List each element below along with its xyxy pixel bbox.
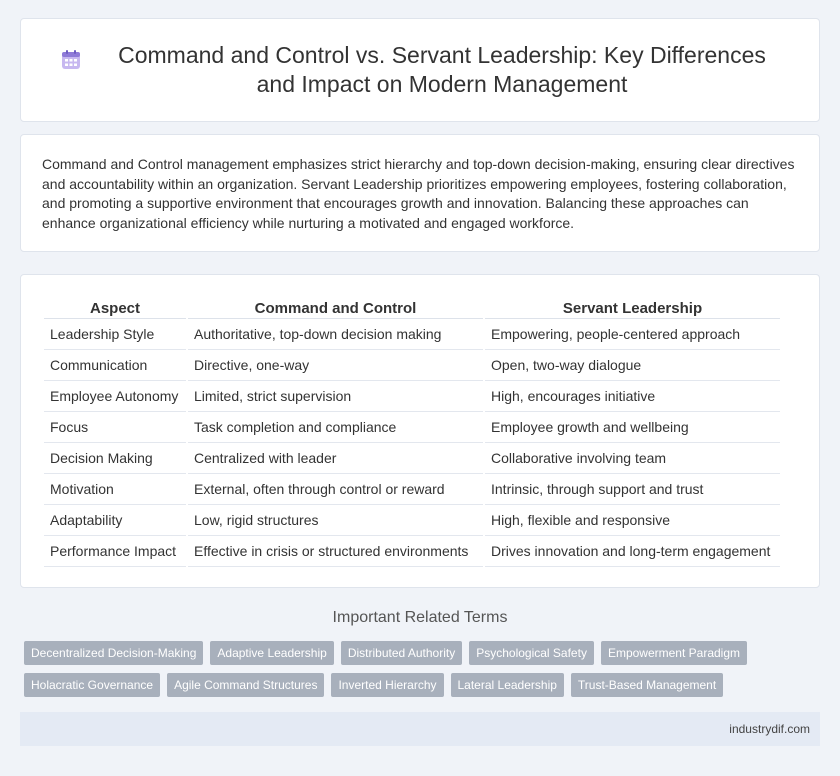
table-cell: Focus [44, 412, 186, 443]
table-cell: Collaborative involving team [485, 443, 780, 474]
table-cell: Authoritative, top-down decision making [188, 319, 483, 350]
footer [20, 712, 820, 746]
table-cell: Employee Autonomy [44, 381, 186, 412]
table-row [44, 412, 780, 443]
table-cell: Limited, strict supervision [188, 381, 483, 412]
page-title: Command and Control vs. Servant Leadership: Key Differences and Impact on Modern Management [118, 42, 766, 97]
table-cell: External, often through control or reward [188, 474, 483, 505]
table-cell: High, encourages initiative [485, 381, 780, 412]
comparison-table-card [20, 274, 820, 588]
table-row [44, 381, 780, 412]
tag-distributed-authority[interactable]: Distributed Authority [341, 641, 462, 665]
table-cell: Effective in crisis or structured environments [188, 536, 483, 567]
intro-text: Command and Control management emphasizes strict hierarchy and top-down decision-making, ensuring clear directives and accountability within an organization. Servant Leadership prioritizes empowering employees, fostering collaboration, and promoting a supportive environment that encourages growth and innovation. Balancing these approaches can enhance organizational efficiency while nurturing a motivated and engaged workforce. [42, 156, 795, 231]
footer-site-link[interactable]: industrydif.com [729, 722, 810, 736]
table-row [44, 350, 780, 381]
intro-card [20, 134, 820, 252]
tag-holacratic-governance[interactable]: Holacratic Governance [24, 673, 160, 697]
comparison-table [42, 295, 782, 567]
tag-agile-command-structures[interactable]: Agile Command Structures [167, 673, 324, 697]
tag-psychological-safety[interactable]: Psychological Safety [469, 641, 594, 665]
table-cell: Adaptability [44, 505, 186, 536]
tag-lateral-leadership[interactable]: Lateral Leadership [451, 673, 564, 697]
table-cell: Directive, one-way [188, 350, 483, 381]
column-header-aspect: Aspect [44, 295, 186, 319]
table-cell: Empowering, people-centered approach [485, 319, 780, 350]
table-cell: Low, rigid structures [188, 505, 483, 536]
calendar-grid-icon [60, 41, 104, 76]
table-cell: Intrinsic, through support and trust [485, 474, 780, 505]
tag-row [24, 673, 824, 697]
column-header-command-and-control: Command and Control [188, 295, 483, 319]
header-card [20, 18, 820, 122]
table-row [44, 443, 780, 474]
tag-decentralized-decision-making[interactable]: Decentralized Decision-Making [24, 641, 203, 665]
related-terms-tags [24, 641, 824, 705]
table-cell: Task completion and compliance [188, 412, 483, 443]
table-row [44, 536, 780, 567]
table-cell: Centralized with leader [188, 443, 483, 474]
tag-inverted-hierarchy[interactable]: Inverted Hierarchy [331, 673, 443, 697]
table-cell: Open, two-way dialogue [485, 350, 780, 381]
table-cell: Leadership Style [44, 319, 186, 350]
column-header-servant-leadership: Servant Leadership [485, 295, 780, 319]
table-row [44, 319, 780, 350]
tag-adaptive-leadership[interactable]: Adaptive Leadership [210, 641, 333, 665]
table-row [44, 474, 780, 505]
table-cell: Performance Impact [44, 536, 186, 567]
table-header-row [44, 295, 780, 319]
table-row [44, 505, 780, 536]
table-cell: High, flexible and responsive [485, 505, 780, 536]
tag-trust-based-management[interactable]: Trust-Based Management [571, 673, 723, 697]
tag-row [24, 641, 824, 665]
table-cell: Decision Making [44, 443, 186, 474]
tag-empowerment-paradigm[interactable]: Empowerment Paradigm [601, 641, 747, 665]
table-cell: Drives innovation and long-term engagement [485, 536, 780, 567]
table-cell: Motivation [44, 474, 186, 505]
related-terms-title: Important Related Terms [332, 609, 508, 626]
table-cell: Employee growth and wellbeing [485, 412, 780, 443]
table-cell: Communication [44, 350, 186, 381]
